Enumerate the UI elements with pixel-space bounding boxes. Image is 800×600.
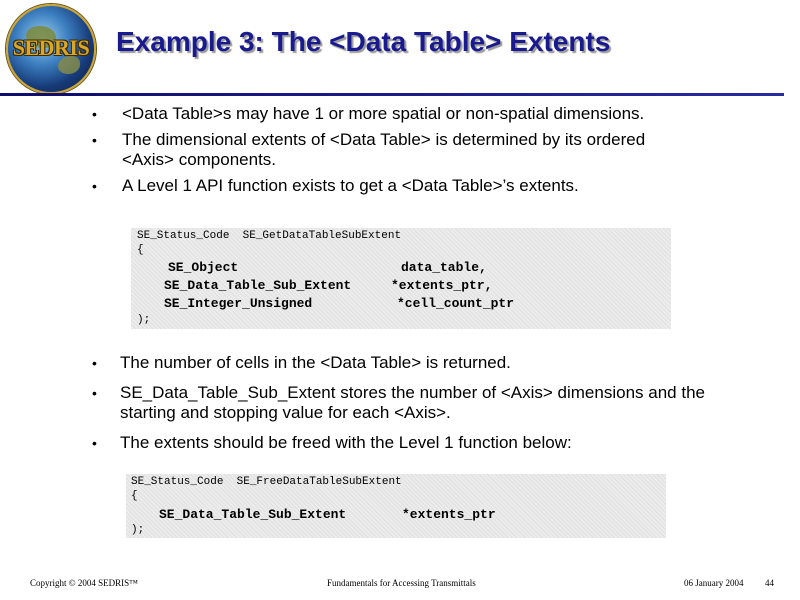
code-param-name: data_table, xyxy=(401,260,487,275)
bullet-item: • SE_Data_Table_Sub_Extent stores the number of <Axis> dimensions and the starting and stopping value for each <Axis>. xyxy=(92,383,705,422)
code-param-type: SE_Data_Table_Sub_Extent xyxy=(159,507,347,522)
sedris-logo xyxy=(6,4,96,94)
code-signature: SE_Status_Code SE_FreeDataTableSubExtent xyxy=(131,476,402,488)
title-divider xyxy=(0,93,784,96)
code-open-brace: { xyxy=(131,490,138,502)
footer-course-title: Fundamentals for Accessing Transmittals xyxy=(327,578,476,588)
code-close: ); xyxy=(131,524,145,536)
bullet-icon: • xyxy=(92,435,97,451)
slide-title: Example 3: The <Data Table> Extents xyxy=(116,26,611,57)
code-open-brace: { xyxy=(137,244,144,256)
code-signature: SE_Status_Code SE_GetDataTableSubExtent xyxy=(137,230,402,242)
code-block-free-extent xyxy=(126,474,666,538)
footer-copyright: Copyright © 2004 SEDRIS™ xyxy=(30,578,138,588)
bullet-icon: • xyxy=(92,132,97,148)
bullet-icon: • xyxy=(92,385,97,401)
code-param-type: SE_Object xyxy=(168,260,239,275)
bullet-icon: • xyxy=(92,106,97,122)
footer-date: 06 January 2004 xyxy=(684,578,744,588)
code-param-type: SE_Integer_Unsigned xyxy=(164,296,313,311)
code-param-name: *cell_count_ptr xyxy=(397,296,515,311)
top-bullet-list xyxy=(92,104,692,202)
code-param-name: *extents_ptr, xyxy=(391,278,493,293)
code-param-type: SE_Data_Table_Sub_Extent xyxy=(164,278,352,293)
bottom-bullet-list xyxy=(92,353,732,463)
footer-page-number: 44 xyxy=(765,578,774,588)
logo-text: SEDRIS xyxy=(12,35,90,60)
bullet-item: • A Level 1 API function exists to get a <Data Table>’s extents. xyxy=(92,176,579,195)
bullet-item: • The number of cells in the <Data Table> is returned. xyxy=(92,353,511,372)
code-close: ); xyxy=(137,314,151,326)
bullet-item: • <Data Table>s may have 1 or more spatial or non-spatial dimensions. xyxy=(92,104,645,123)
code-param-name: *extents_ptr xyxy=(402,507,496,522)
code-block-get-extent xyxy=(131,228,671,329)
bullet-icon: • xyxy=(92,355,97,371)
bullet-item: • The dimensional extents of <Data Table> is determined by its ordered <Axis> components. xyxy=(92,130,646,169)
bullet-item: • The extents should be freed with the Level 1 function below: xyxy=(92,433,572,452)
bullet-icon: • xyxy=(92,178,97,194)
